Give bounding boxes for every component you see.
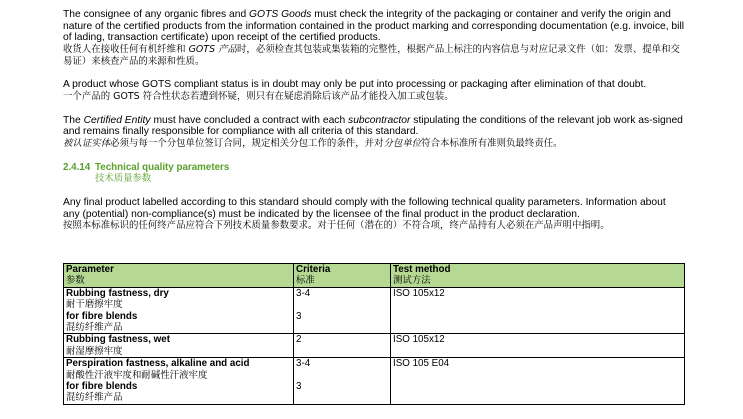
test-method-value: ISO 105x12 — [393, 287, 445, 299]
test-method-cell — [391, 334, 685, 358]
parameter-name: Rubbing fastness, wet — [66, 334, 170, 346]
header-label-zh: 标准 — [296, 275, 315, 287]
criteria-sub-value: 3 — [296, 381, 302, 393]
text-run: must check the integrity of the packaging or container and verify the origin and nature of the certified products from the information contained in the product marking and corresponding documentation (e.g. invoice, bill of lading, transaction certificate) upon receipt of the certified products. — [63, 9, 685, 44]
parameter-name-zh: 耐酸性汗液牢度和耐碱性汗液牢度 — [66, 369, 208, 381]
text-run: 必须与每一个分包单位签订合同，规定相关分包工作的条件，并对 — [110, 137, 384, 149]
header-test-method — [391, 264, 685, 288]
text-run: The consignee of any organic fibres and — [63, 9, 250, 20]
table-row — [64, 358, 685, 405]
parameter-sub: for fibre blends — [66, 310, 138, 322]
test-method-value: ISO 105x12 — [393, 334, 445, 346]
parameter-sub-zh: 混纺纤维产品 — [66, 392, 123, 404]
text-run: 符合本标准所有准则负最终责任。 — [421, 137, 563, 149]
test-method-cell — [391, 287, 685, 334]
italic-term: GOTS Goods — [249, 9, 312, 20]
section-title: Technical quality parameters — [95, 161, 230, 173]
criteria-cell — [294, 334, 391, 358]
paragraph-zh — [63, 91, 685, 103]
header-label: Parameter — [66, 264, 114, 275]
criteria-value: 3-4 — [296, 358, 311, 370]
header-label-zh: 测试方法 — [393, 275, 431, 287]
criteria-value: 2 — [296, 334, 302, 346]
parameter-name: Rubbing fastness, dry — [66, 287, 169, 299]
italic-term: 被认证实体 — [63, 137, 111, 149]
italic-term: Certified Entity — [83, 114, 151, 126]
parameter-cell — [64, 287, 294, 334]
header-parameter — [64, 264, 294, 288]
section-title-zh: 技术质量参数 — [95, 173, 152, 185]
text-run: must have concluded a contract with each — [150, 114, 349, 126]
intro-zh: 按照本标准标识的任何终产品应符合下列技术质量参数要求。对于任何（潜在的）不符合项，终产品持有人必须在产品声明中指明。 — [63, 220, 610, 232]
parameter-name: Perspiration fastness, alkaline and acid — [66, 358, 250, 370]
test-method-value: ISO 105 E04 — [393, 358, 450, 370]
table-row — [64, 334, 685, 358]
italic-term: 分包单位 — [383, 137, 422, 149]
parameter-name-zh: 耐干磨擦牢度 — [66, 299, 123, 311]
table-row — [64, 287, 685, 334]
paragraph-en — [63, 79, 685, 91]
text-run: The — [63, 114, 84, 126]
text-run: 收货人在接收任何有机纤维和 — [63, 43, 189, 55]
italic-term: subcontractor — [348, 114, 411, 126]
intro-paragraph — [63, 197, 685, 232]
paragraph-contract — [63, 115, 685, 150]
table-header-row — [64, 264, 685, 288]
italic-term: GOTS 产品 — [188, 43, 237, 55]
criteria-value: 3-4 — [296, 287, 311, 299]
header-criteria — [294, 264, 391, 288]
text-run: 一个产品的 GOTS 符合性状态若遭到怀疑，则只有在疑虑消除后该产品才能投入加工或包装。 — [63, 90, 454, 102]
paragraph-zh — [63, 138, 685, 150]
criteria-sub-value: 3 — [296, 310, 302, 322]
test-method-cell — [391, 358, 685, 405]
paragraph-doubt — [63, 79, 685, 102]
parameter-name-zh: 耐湿摩擦牢度 — [66, 345, 123, 357]
section-heading — [63, 162, 685, 185]
quality-parameters-table — [63, 263, 685, 405]
text-run: A product whose GOTS compliant status is in doubt may only be put into processing or packaging after elimination of that doubt. — [63, 79, 647, 91]
parameter-cell — [64, 358, 294, 405]
parameter-sub: for fibre blends — [66, 381, 138, 393]
section-number: 2.4.14 — [63, 161, 91, 173]
criteria-cell — [294, 358, 391, 405]
text-run: stipulating the conditions of the relevant job work as-signed and remains finally responsible for compliance with all criteria of this standard. — [63, 114, 683, 138]
text-run: 时，必须检查其包装或集装箱的完整性，根据产品上标注的内容信息与对应记录文件（如：发票、提单和交易证）来核查产品的来源和性质。 — [63, 43, 680, 67]
paragraph-zh — [63, 44, 685, 68]
intro-en: Any final product labelled according to this standard should comply with the following technical quality parameters. Information about any (potential) non-compliance(s) must be indicated by the licensee of the final product in the product declaration. — [63, 196, 666, 220]
document-page — [63, 9, 685, 404]
paragraph-en — [63, 115, 685, 138]
paragraph-en — [63, 9, 685, 44]
header-label: Criteria — [296, 264, 331, 275]
header-label-zh: 参数 — [66, 275, 85, 287]
criteria-cell — [294, 287, 391, 334]
parameter-cell — [64, 334, 294, 358]
parameter-sub-zh: 混纺纤维产品 — [66, 322, 123, 334]
paragraph-consignee — [63, 9, 685, 67]
header-label: Test method — [393, 264, 451, 275]
